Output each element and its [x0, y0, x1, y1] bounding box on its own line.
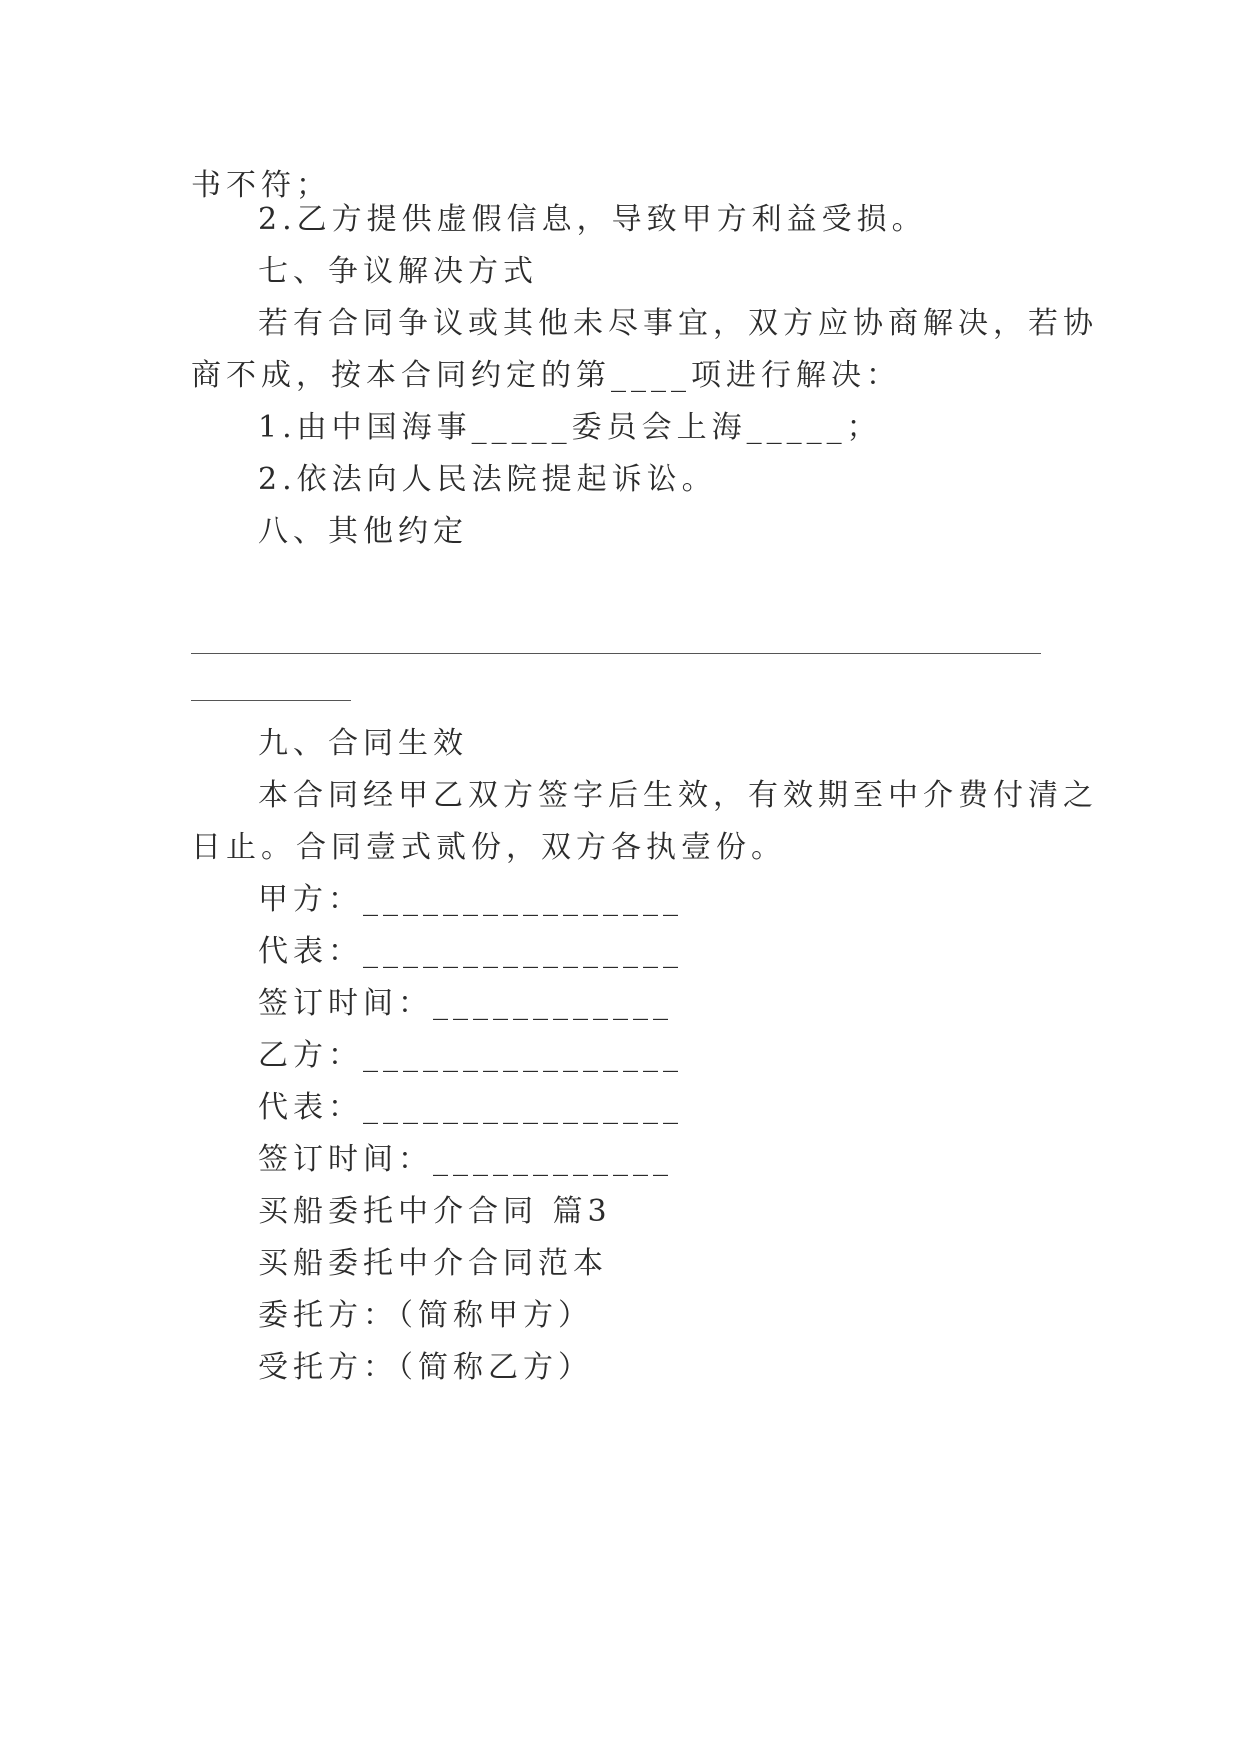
- text-line: 委托方：（简称甲方）: [258, 1298, 593, 1333]
- text-line: 商不成，按本合同约定的第____项进行解决：: [191, 358, 901, 393]
- section-heading: 九、合同生效: [258, 726, 468, 761]
- text-line: 2.依法向人民法院提起诉讼。: [258, 462, 717, 497]
- signature-field: 乙方：________________: [258, 1038, 683, 1073]
- text-line: 1.由中国海事_____委员会上海_____；: [258, 410, 882, 445]
- text-line: 受托方：（简称乙方）: [258, 1350, 593, 1385]
- document-subtitle: 买船委托中介合同范本: [258, 1246, 608, 1281]
- text-line: 书不符；: [191, 168, 331, 203]
- section-heading: 七、争议解决方式: [258, 254, 538, 289]
- document-title: 买船委托中介合同 篇3: [258, 1194, 612, 1229]
- text-line: 2.乙方提供虚假信息，导致甲方利益受损。: [258, 202, 927, 237]
- signature-field: 代表：________________: [258, 934, 683, 969]
- fill-in-rule: [191, 653, 1041, 654]
- fill-in-rule: [191, 700, 351, 701]
- signature-field: 甲方：________________: [258, 882, 683, 917]
- text-line: 日止。合同壹式贰份，双方各执壹份。: [191, 830, 786, 865]
- text-line: 本合同经甲乙双方签字后生效，有效期至中介费付清之: [258, 778, 1098, 813]
- signature-field: 签订时间：____________: [258, 1142, 673, 1177]
- signature-field: 签订时间：____________: [258, 986, 673, 1021]
- signature-field: 代表：________________: [258, 1090, 683, 1125]
- text-line: 若有合同争议或其他未尽事宜，双方应协商解决，若协: [258, 306, 1098, 341]
- section-heading: 八、其他约定: [258, 514, 468, 549]
